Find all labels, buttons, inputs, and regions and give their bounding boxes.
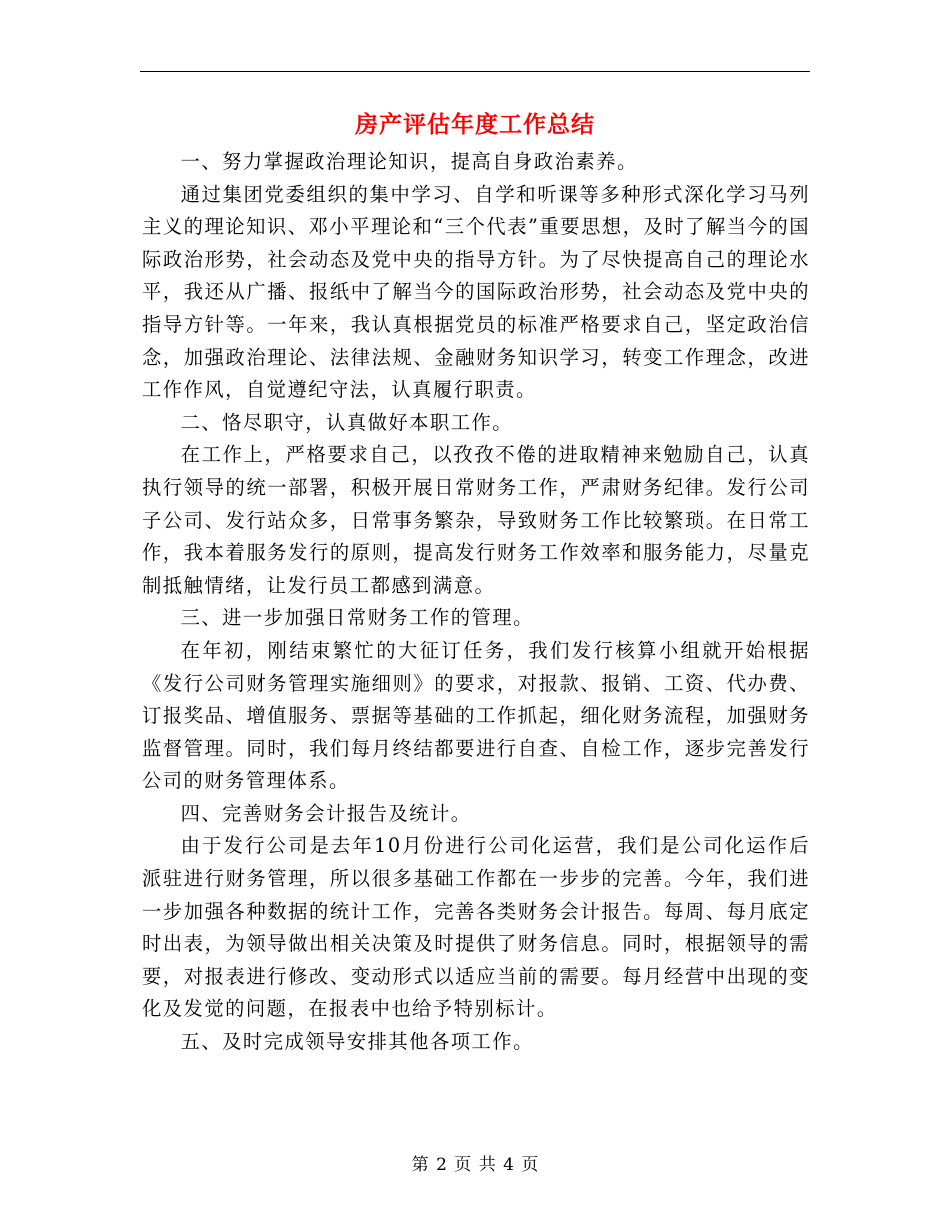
section-heading-3: 三、进一步加强日常财务工作的管理。 xyxy=(180,606,534,630)
paragraph-3: 在年初，刚结束繁忙的大征订任务，我们发行核算小组就开始根据《发行公司财务管理实施细则》的要求，对报款、报销、工资、代办费、订报奖品、增值服务、票据等基础的工作抓起，细化财务流程，加强财务监督管理。同时，我们每月终结都要进行自查、自检工作，逐步完善发行公司的财务管理体系。 xyxy=(142,638,810,793)
section-heading-5: 五、及时完成领导安排其他各项工作。 xyxy=(180,1030,534,1054)
page-number-footer: 第 2 页 共 4 页 xyxy=(411,1155,539,1175)
document-title: 房产评估年度工作总结 xyxy=(355,111,595,138)
section-heading-1: 一、努力掌握政治理论知识，提高自身政治素养。 xyxy=(180,150,638,173)
paragraph-1: 通过集团党委组织的集中学习、自学和听课等多种形式深化学习马列主义的理论知识、邓小平理论和“三个代表”重要思想，及时了解当今的国际政治形势，社会动态及党中央的指导方针。为了尽快提高自己的理论水平，我还从广播、报纸中了解当今的国际政治形势，社会动态及党中央的指导方针等。一年来，我认真根据党员的标准严格要求自己，坚定政治信念，加强政治理论、法律法规、金融财务知识学习，转变工作理念，改进工作作风，自觉遵纪守法，认真履行职责。 xyxy=(142,182,810,402)
document-body xyxy=(142,146,810,1059)
header-rule xyxy=(140,71,810,72)
section-heading-4: 四、完善财务会计报告及统计。 xyxy=(180,801,472,825)
paragraph-4: 由于发行公司是去年10月份进行公司化运营，我们是公司化运作后派驻进行财务管理，所以很多基础工作都在一步步的完善。今年，我们进一步加强各种数据的统计工作，完善各类财务会计报告。每周、每月底定时出表，为领导做出相关决策及时提供了财务信息。同时，根据领导的需要，对报表进行修改、变动形式以适应当前的需要。每月经营中出现的变化及发觉的问题，在报表中也给予特别标计。 xyxy=(142,834,810,1021)
paragraph-2: 在工作上，严格要求自己，以孜孜不倦的进取精神来勉励自己，认真执行领导的统一部署，积极开展日常财务工作，严肃财务纪律。发行公司子公司、发行站众多，日常事务繁杂，导致财务工作比较繁琐。在日常工作，我本着服务发行的原则，提高发行财务工作效率和服务能力，尽量克制抵触情绪，让发行员工都感到满意。 xyxy=(142,443,810,597)
section-heading-2: 二、恪尽职守，认真做好本职工作。 xyxy=(180,410,514,434)
